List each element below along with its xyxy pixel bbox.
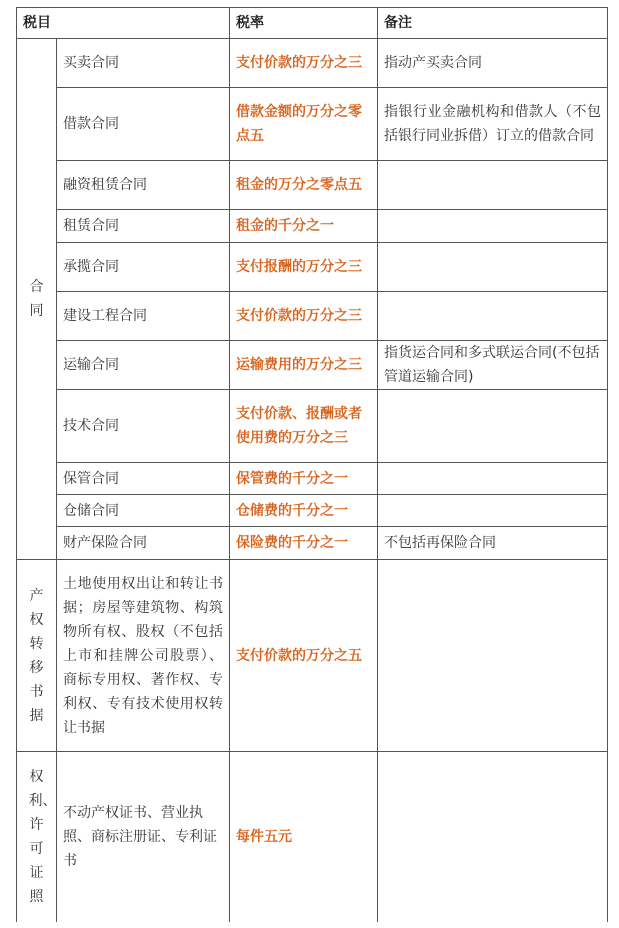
item-cell: 租赁合同 bbox=[57, 210, 230, 243]
rate-cell: 支付报酬的万分之三 bbox=[230, 243, 378, 292]
table-row bbox=[17, 560, 608, 752]
table-row bbox=[17, 243, 608, 292]
rate-cell: 借款金额的万分之零点五 bbox=[230, 88, 378, 161]
note-cell bbox=[378, 495, 608, 527]
item-cell: 买卖合同 bbox=[57, 39, 230, 88]
table-row bbox=[17, 210, 608, 243]
note-cell: 指动产买卖合同 bbox=[378, 39, 608, 88]
rate-cell: 仓储费的千分之一 bbox=[230, 495, 378, 527]
item-cell: 不动产权证书、营业执照、商标注册证、专利证书 bbox=[57, 752, 230, 922]
rate-cell: 租金的万分之零点五 bbox=[230, 161, 378, 210]
rate-cell: 支付价款、报酬或者使用费的万分之三 bbox=[230, 390, 378, 463]
item-cell: 融资租赁合同 bbox=[57, 161, 230, 210]
table-row bbox=[17, 39, 608, 88]
note-cell: 指银行业金融机构和借款人（不包括银行同业拆借）订立的借款合同 bbox=[378, 88, 608, 161]
category-label: 产权转移书据 bbox=[29, 587, 44, 724]
category-cell-contract bbox=[17, 39, 57, 560]
table-row bbox=[17, 752, 608, 922]
note-cell bbox=[378, 210, 608, 243]
rate-cell: 租金的千分之一 bbox=[230, 210, 378, 243]
table-row bbox=[17, 161, 608, 210]
header-note: 备注 bbox=[378, 8, 608, 39]
rate-cell: 保管费的千分之一 bbox=[230, 463, 378, 495]
note-cell bbox=[378, 560, 608, 752]
table-row bbox=[17, 88, 608, 161]
rate-cell: 保险费的千分之一 bbox=[230, 527, 378, 560]
item-cell: 保管合同 bbox=[57, 463, 230, 495]
item-cell: 借款合同 bbox=[57, 88, 230, 161]
table-row bbox=[17, 341, 608, 390]
note-cell bbox=[378, 243, 608, 292]
category-label: 权利、许可证照 bbox=[28, 768, 57, 905]
header-rate: 税率 bbox=[230, 8, 378, 39]
note-cell bbox=[378, 390, 608, 463]
rate-cell: 每件五元 bbox=[230, 752, 378, 922]
rate-cell: 支付价款的万分之三 bbox=[230, 39, 378, 88]
note-cell bbox=[378, 752, 608, 922]
note-cell bbox=[378, 161, 608, 210]
item-cell: 建设工程合同 bbox=[57, 292, 230, 341]
note-cell: 指货运合同和多式联运合同(不包括管道运输合同) bbox=[378, 341, 608, 390]
rate-cell: 运输费用的万分之三 bbox=[230, 341, 378, 390]
table-row bbox=[17, 292, 608, 341]
header-item: 税目 bbox=[17, 8, 230, 39]
item-cell: 土地使用权出让和转让书据；房屋等建筑物、构筑物所有权、股权（不包括上市和挂牌公司股票）、商标专用权、著作权、专利权、专有技术使用权转让书据 bbox=[57, 560, 230, 752]
table-row bbox=[17, 527, 608, 560]
table-row bbox=[17, 463, 608, 495]
category-cell-property-transfer bbox=[17, 560, 57, 752]
category-cell-license bbox=[17, 752, 57, 922]
rate-cell: 支付价款的万分之三 bbox=[230, 292, 378, 341]
item-cell: 承揽合同 bbox=[57, 243, 230, 292]
item-cell: 运输合同 bbox=[57, 341, 230, 390]
category-label: 合同 bbox=[29, 279, 44, 319]
item-cell: 仓储合同 bbox=[57, 495, 230, 527]
note-cell bbox=[378, 292, 608, 341]
note-cell bbox=[378, 463, 608, 495]
header-row bbox=[17, 8, 608, 39]
table-row bbox=[17, 390, 608, 463]
tax-rate-table bbox=[16, 7, 608, 922]
table-row bbox=[17, 495, 608, 527]
item-cell: 技术合同 bbox=[57, 390, 230, 463]
note-cell: 不包括再保险合同 bbox=[378, 527, 608, 560]
item-cell: 财产保险合同 bbox=[57, 527, 230, 560]
rate-cell: 支付价款的万分之五 bbox=[230, 560, 378, 752]
